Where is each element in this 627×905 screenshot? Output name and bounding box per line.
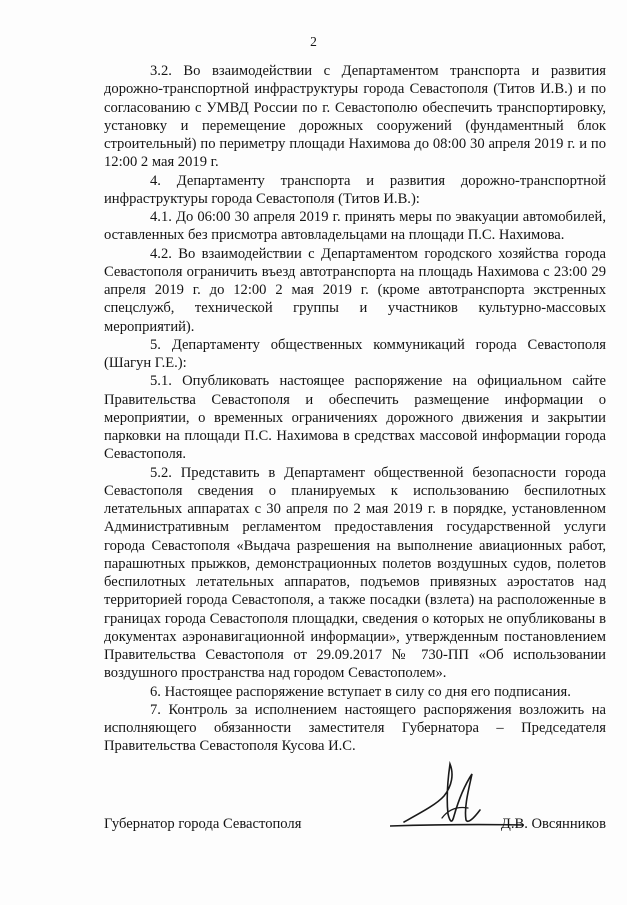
signatory-position: Губернатор города Севастополя: [104, 816, 302, 832]
signatory-name: Д.В. Овсянников: [500, 816, 606, 832]
paragraph-4-2: 4.2. Во взаимодействии с Департаментом городского хозяйства города Севастополя ограничить въезд автотранспорта на площадь Нахимова с 23:00 29 апреля 2019 г. до 12:00 2 мая 2019 г. (кроме автотранспорта экстренных спецслужб, технической группы и участников культурно-массовых мероприятий).: [104, 245, 606, 335]
paragraph-6: 6. Настоящее распоряжение вступает в силу со дня его подписания.: [150, 683, 571, 700]
signature-block: [104, 812, 606, 836]
paragraph-7: 7. Контроль за исполнением настоящего распоряжения возложить на исполняющего обязанности заместителя Губернатора – Председателя Правительства Севастополя Кусова И.С.: [104, 701, 606, 755]
paragraph-3-2: 3.2. Во взаимодействии с Департаментом транспорта и развития дорожно-транспортной инфраструктуры города Севастополя (Титов И.В.) и по согласованию с УМВД России по г. Севастополю обеспечить транспортировку, установку и перемещение дорожных сооружений (фундаментный блок строительный) по периметру площади Нахимова до 08:00 30 апреля 2019 г. и по 12:00 2 мая 2019 г.: [104, 63, 606, 171]
paragraph-4: 4. Департаменту транспорта и развития дорожно-транспортной инфраструктуры города Севастополя (Титов И.В.):: [104, 172, 606, 207]
paragraph-5-2: 5.2. Представить в Департамент общественной безопасности города Севастополя сведения о планируемых к использованию беспилотных летательных аппаратах с 30 апреля по 2 мая 2019 г. в порядке, установленном Административным регламентом предоставления государственной услуги города Севастополя «Выдача разрешения на выполнение авиационных работ, парашютных прыжков, демонстрационных полетов воздушных судов, полетов беспилотных летательных аппаратов, подъемов привязных аэростатов над территорией города Севастополя, а также посадки (взлета) на расположенные в границах города Севастополя площадки, сведения о которых не опубликованы в документах аэронавигационной информации», утвержденным постановлением Правительства Севастополя от 29.09.2017 № 730-ПП «Об использовании воздушного пространства над городом Севастополем».: [104, 464, 606, 682]
document-body: [104, 62, 606, 756]
paragraph-5-1: 5.1. Опубликовать настоящее распоряжение на официальном сайте Правительства Севастополя и обеспечить размещение информации о мероприятии, о временных ограничениях дорожного движения и закрытии парковки на площади П.С. Нахимова в средствах массовой информации города Севастополя.: [104, 373, 606, 463]
paragraph-4-1: 4.1. До 06:00 30 апреля 2019 г. принять меры по эвакуации автомобилей, оставленных без присмотра автовладельцами на площади П.С. Нахимова.: [104, 209, 606, 244]
page-number: 2: [310, 34, 317, 49]
paragraph-5: 5. Департаменту общественных коммуникаций города Севастополя (Шагун Г.Е.):: [104, 336, 606, 371]
